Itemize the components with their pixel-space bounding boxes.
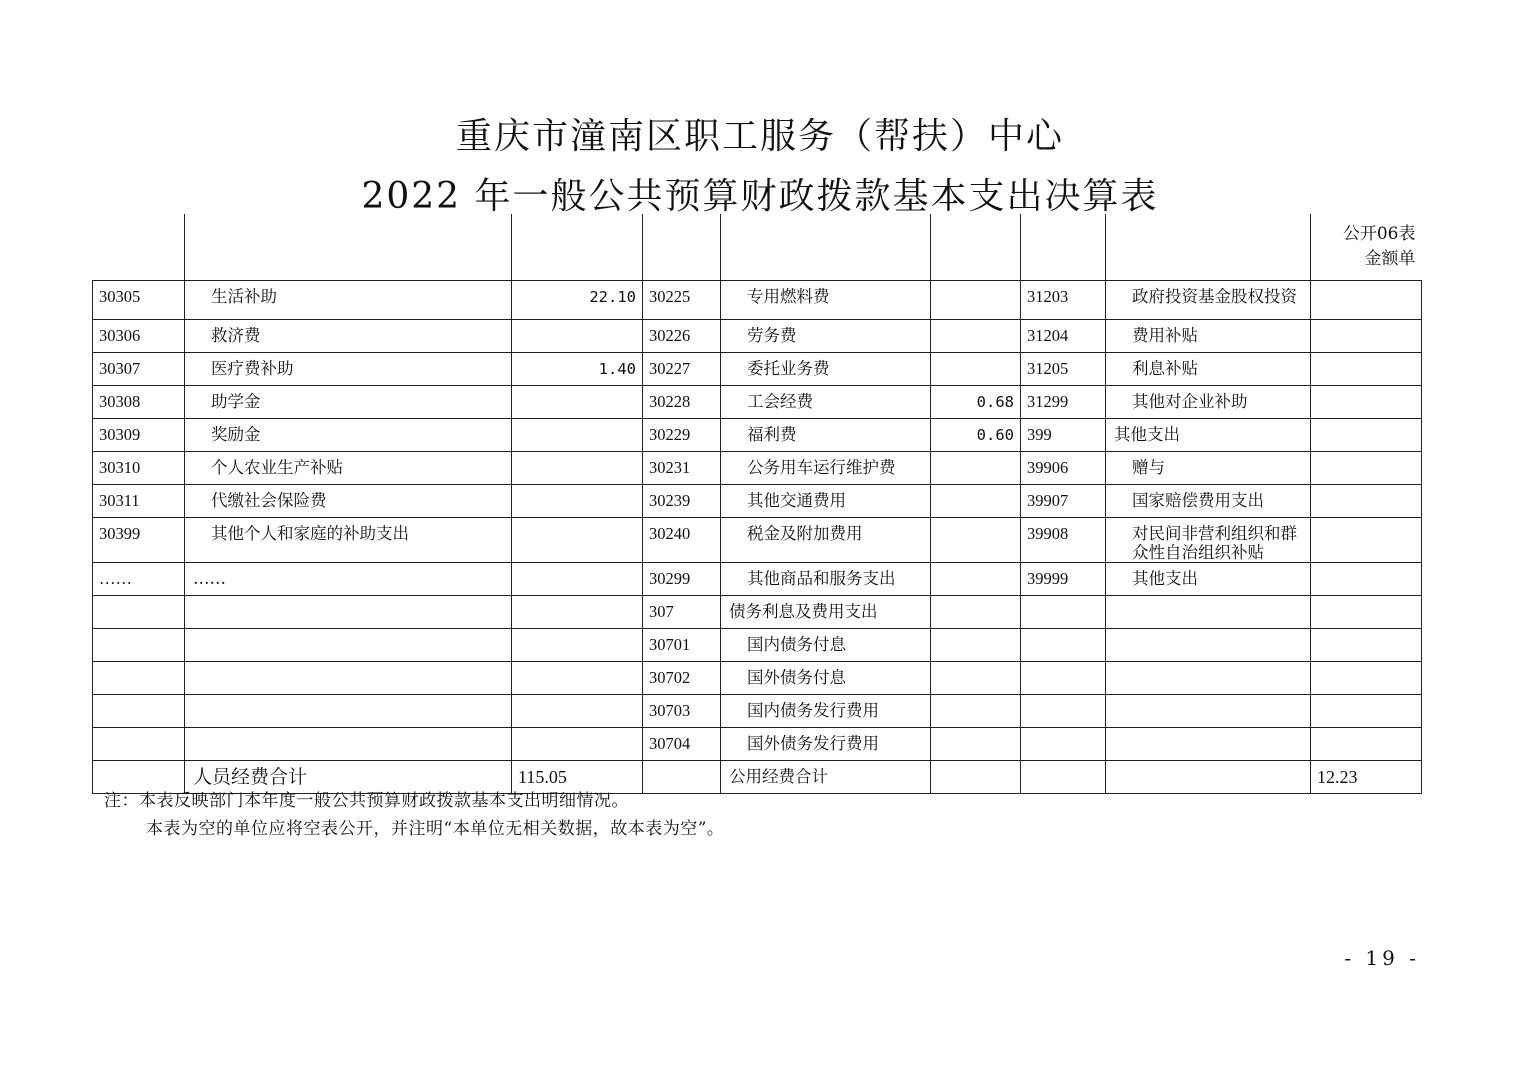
table-cell: …… [185, 563, 512, 596]
table-row [93, 419, 1422, 452]
table-cell: 39908 [1021, 518, 1106, 563]
table-cell: 国内债务付息 [721, 629, 931, 662]
table-cell [643, 761, 721, 794]
table-cell [512, 629, 643, 662]
total-cell: 人员经费合计 [185, 761, 512, 794]
table-cell: 费用补贴 [1106, 320, 1311, 353]
header-cell [512, 214, 643, 281]
table-cell [931, 452, 1021, 485]
table-cell: 其他支出 [1106, 563, 1311, 596]
table-cell: 30239 [643, 485, 721, 518]
header-cell [721, 214, 931, 281]
table-cell: 30309 [93, 419, 185, 452]
table-cell: 30240 [643, 518, 721, 563]
total-cell: 公用经费合计 [721, 761, 931, 794]
table-cell [1311, 629, 1422, 662]
table-cell: 助学金 [185, 386, 512, 419]
page-title: 重庆市潼南区职工服务（帮扶）中心 [455, 116, 1064, 157]
table-cell: 30227 [643, 353, 721, 386]
table-cell: 30308 [93, 386, 185, 419]
table-cell [1311, 353, 1422, 386]
table-cell [512, 728, 643, 761]
header-row [93, 214, 1422, 281]
table-cell: 399 [1021, 419, 1106, 452]
table-cell: 31299 [1021, 386, 1106, 419]
table-cell [1106, 728, 1311, 761]
table-cell: 22.10 [512, 281, 643, 320]
table-cell [512, 662, 643, 695]
table-cell: 医疗费补助 [185, 353, 512, 386]
table-row [93, 596, 1422, 629]
header-cell [643, 214, 721, 281]
header-cell [93, 214, 185, 281]
table-cell: 0.68 [931, 386, 1021, 419]
table-row [93, 662, 1422, 695]
unit-label: 金额单 [1364, 249, 1416, 269]
table-cell [931, 596, 1021, 629]
table-cell: 1.40 [512, 353, 643, 386]
table-cell [1311, 485, 1422, 518]
table-cell [1311, 695, 1422, 728]
header-cell [1021, 214, 1106, 281]
table-row [93, 485, 1422, 518]
table-cell [1021, 761, 1106, 794]
table-cell: 30702 [643, 662, 721, 695]
table-cell [1021, 629, 1106, 662]
table-row [93, 629, 1422, 662]
header-cell [185, 214, 512, 281]
table-cell: 30703 [643, 695, 721, 728]
total-cell: 12.23 [1311, 761, 1422, 794]
note-line-1: 注：本表反映部门本年度一般公共预算财政拨款基本支出明细情况。 [104, 791, 629, 811]
table-cell: 其他交通费用 [721, 485, 931, 518]
table-cell: 劳务费 [721, 320, 931, 353]
table-cell: 39906 [1021, 452, 1106, 485]
table-cell [93, 728, 185, 761]
table-cell: 利息补贴 [1106, 353, 1311, 386]
table-cell [1106, 662, 1311, 695]
table-cell [512, 695, 643, 728]
table-cell: 税金及附加费用 [721, 518, 931, 563]
page-subtitle: 2022 年一般公共预算财政拨款基本支出决算表 [361, 176, 1159, 217]
table-cell: 30299 [643, 563, 721, 596]
table-row [93, 320, 1422, 353]
table-cell [931, 629, 1021, 662]
table-row [93, 353, 1422, 386]
table-cell: 奖励金 [185, 419, 512, 452]
table-cell [1106, 596, 1311, 629]
table-cell [1311, 518, 1422, 563]
table-cell [1311, 281, 1422, 320]
table-cell [93, 596, 185, 629]
table-cell [512, 563, 643, 596]
table-row [93, 563, 1422, 596]
table-cell [1021, 728, 1106, 761]
table-cell: 其他对企业补助 [1106, 386, 1311, 419]
table-cell: 其他支出 [1106, 419, 1311, 452]
table-cell: 债务利息及费用支出 [721, 596, 931, 629]
table-cell [185, 596, 512, 629]
table-cell [931, 728, 1021, 761]
table-row [93, 386, 1422, 419]
table-cell [1021, 662, 1106, 695]
table-cell: 307 [643, 596, 721, 629]
table-row [93, 695, 1422, 728]
note-line-2: 本表为空的单位应将空表公开，并注明“本单位无相关数据，故本表为空”。 [146, 819, 725, 839]
table-cell [1311, 728, 1422, 761]
table-cell: 30228 [643, 386, 721, 419]
table-cell: 39907 [1021, 485, 1106, 518]
table-cell [1311, 662, 1422, 695]
table-row [93, 728, 1422, 761]
table-cell: 30229 [643, 419, 721, 452]
table-cell [1311, 452, 1422, 485]
total-cell: 115.05 [512, 761, 643, 794]
table-cell: 31205 [1021, 353, 1106, 386]
table-cell: 专用燃料费 [721, 281, 931, 320]
table-cell [512, 452, 643, 485]
table-cell: 政府投资基金股权投资 [1106, 281, 1311, 320]
table-row [93, 452, 1422, 485]
table-cell [1311, 419, 1422, 452]
table-cell: 工会经费 [721, 386, 931, 419]
table-cell: 39999 [1021, 563, 1106, 596]
table-cell [512, 518, 643, 563]
header-cell [1106, 214, 1311, 281]
header-cell [1311, 214, 1422, 281]
table-cell: 赠与 [1106, 452, 1311, 485]
table-cell: 30701 [643, 629, 721, 662]
table-cell: 30399 [93, 518, 185, 563]
table-cell: 30311 [93, 485, 185, 518]
table-cell [1106, 761, 1311, 794]
table-cell [931, 563, 1021, 596]
table-cell [931, 485, 1021, 518]
table-cell: 31204 [1021, 320, 1106, 353]
table-cell: 30305 [93, 281, 185, 320]
table-cell [93, 662, 185, 695]
table-cell [93, 695, 185, 728]
table-cell: …… [93, 563, 185, 596]
table-cell [185, 629, 512, 662]
table-cell [931, 518, 1021, 563]
table-cell [185, 695, 512, 728]
table-cell [1021, 596, 1106, 629]
table-cell [931, 695, 1021, 728]
header-cell [931, 214, 1021, 281]
table-row [93, 518, 1422, 563]
table-cell [512, 386, 643, 419]
table-cell: 个人农业生产补贴 [185, 452, 512, 485]
table-cell: 31203 [1021, 281, 1106, 320]
table-cell: 国外债务付息 [721, 662, 931, 695]
table-cell [512, 320, 643, 353]
table-cell: 30225 [643, 281, 721, 320]
table-cell [512, 596, 643, 629]
table-cell: 对民间非营利组织和群众性自治组织补贴 [1106, 518, 1311, 563]
table-cell: 30306 [93, 320, 185, 353]
table-cell [1021, 695, 1106, 728]
table-id-label: 公开06表 [1342, 224, 1416, 244]
table-cell [1311, 596, 1422, 629]
table-cell [1311, 563, 1422, 596]
table-cell [1106, 629, 1311, 662]
table-cell [1311, 320, 1422, 353]
table-cell: 公务用车运行维护费 [721, 452, 931, 485]
table-cell: 国家赔偿费用支出 [1106, 485, 1311, 518]
table-cell [931, 662, 1021, 695]
table-cell: 30704 [643, 728, 721, 761]
table-cell: 30307 [93, 353, 185, 386]
table-cell: 代缴社会保险费 [185, 485, 512, 518]
table-cell [931, 320, 1021, 353]
table-cell: 委托业务费 [721, 353, 931, 386]
table-cell: 其他商品和服务支出 [721, 563, 931, 596]
table-cell: 救济费 [185, 320, 512, 353]
table-cell: 30310 [93, 452, 185, 485]
page-number: - 19 - [1344, 946, 1420, 970]
table-cell [512, 419, 643, 452]
table-cell: 30231 [643, 452, 721, 485]
table-cell [185, 728, 512, 761]
table-cell: 其他个人和家庭的补助支出 [185, 518, 512, 563]
table-row [93, 281, 1422, 320]
table-cell [931, 353, 1021, 386]
table-cell: 福利费 [721, 419, 931, 452]
table-cell: 0.60 [931, 419, 1021, 452]
table-cell [185, 662, 512, 695]
table-cell [931, 761, 1021, 794]
expenditure-table [92, 214, 1422, 794]
table-cell: 30226 [643, 320, 721, 353]
table-cell: 生活补助 [185, 281, 512, 320]
table-cell [512, 485, 643, 518]
table-cell: 国内债务发行费用 [721, 695, 931, 728]
table-cell [93, 629, 185, 662]
table-cell [931, 281, 1021, 320]
table-cell [1106, 695, 1311, 728]
table-cell [1311, 386, 1422, 419]
table-cell: 国外债务发行费用 [721, 728, 931, 761]
